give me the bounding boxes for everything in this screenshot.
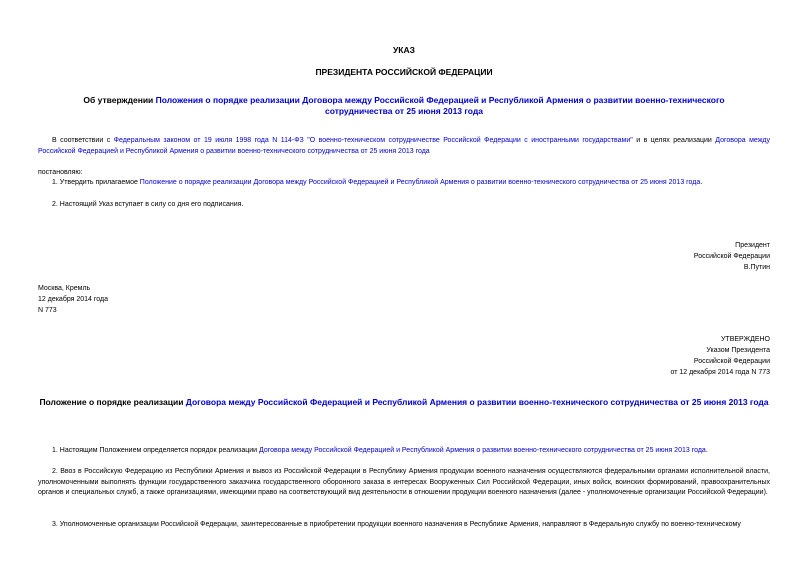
treaty-link[interactable]: Договора между Российской Федерацией и Республикой Армения о развитии военно-технического сотрудничества от 25 июня 2013 года <box>38 137 770 155</box>
polozhenie-link[interactable]: Положение о порядке реализации Договора между Российской Федерацией и Республикой Армения о развитии военно-технического сотрудничества от 25 июня 2013 года <box>139 179 701 186</box>
polozhenie-p1-prefix: 1. Настоящим Положением определяется порядок реализации <box>52 447 260 454</box>
polozhenie-p1-link[interactable]: Договора между Российской Федерацией и Республикой Армения о развитии военно-технического сотрудничества от 25 июня 2013 года <box>259 447 706 454</box>
number-text: N 773 <box>38 307 57 314</box>
decree-heading: УКАЗ <box>393 45 415 55</box>
polozhenie-p1-suffix: . <box>705 447 708 454</box>
preamble-paragraph <box>38 136 770 157</box>
signature-line-1: Президент <box>735 242 770 249</box>
signature-line-2: Российской Федерации <box>693 253 770 260</box>
polozhenie-paragraph-3: 3. Уполномоченные организации Российской Федерации, заинтересованные в приобретении продукции военного назначения в Республике Армения, направляют в Федеральную службу по военно-техническому <box>52 521 741 528</box>
approved-block <box>470 334 770 378</box>
president-heading: ПРЕЗИДЕНТА РОССИЙСКОЙ ФЕДЕРАЦИИ <box>315 67 493 77</box>
federal-law-link[interactable]: Федеральным законом от 19 июля 1998 года N 114-ФЗ "О военно-техническом сотрудничестве Российской Федерации с иностранными государствами" <box>113 137 633 144</box>
approved-line-4: от 12 декабря 2014 года N 773 <box>670 369 770 376</box>
polozhenie-title-prefix: Положение о порядке реализации <box>39 397 186 407</box>
preamble-text-2: и в целях реализации <box>632 137 716 144</box>
polozhenie-title-link[interactable]: Договора между Российской Федерацией и Республикой Армения о развитии военно-технического сотрудничества от 25 июня 2013 года <box>185 397 769 407</box>
place-text: Москва, Кремль <box>38 285 91 292</box>
decree-title-prefix: Об утверждении <box>83 95 156 105</box>
preamble-text-1: В соответствии с <box>52 137 114 144</box>
decree-title-link[interactable]: Положения о порядке реализации Договора между Российской Федерацией и Республикой Армения о развитии военно-технического сотрудничества от 25 июня 2013 года <box>155 95 725 116</box>
decree-item-1-prefix: 1. Утвердить прилагаемое <box>52 179 140 186</box>
polozhenie-paragraph-2: 2. Ввоз в Российскую Федерацию из Республики Армения и вывоз из Российской Федерации в Республику Армения продукции военного назначения осуществляются федеральными органами исполнительной власти, уполномоченными выполнять функции государственного заказчика государственного оборонного заказа в интересах Вооруженных Сил Российской Федерации, иных войск, воинских формирований, правоохранительных органов и специальных служб, а также организациями, имеющими право на соответствующий вид деятельности в отношении продукции военного назначения (далее - уполномоченные организации Российской Федерации). <box>38 468 770 496</box>
approved-line-1: УТВЕРЖДЕНО <box>720 336 770 343</box>
approved-line-2: Указом Президента <box>706 347 770 354</box>
signature-block <box>470 240 770 273</box>
polozhenie-paragraph-1 <box>38 446 770 457</box>
postanovlyayu-text: постановляю: <box>38 169 83 176</box>
approved-line-3: Российской Федерации <box>693 358 770 365</box>
decree-item-1 <box>38 178 770 189</box>
decree-item-1-suffix: . <box>700 179 703 186</box>
date-text: 12 декабря 2014 года <box>38 296 109 303</box>
decree-title <box>78 95 730 117</box>
decree-item-2: 2. Настоящий Указ вступает в силу со дня его подписания. <box>52 201 244 208</box>
polozhenie-title <box>38 397 770 408</box>
place-date-block <box>38 283 108 316</box>
signature-line-3: В.Путин <box>743 264 770 271</box>
